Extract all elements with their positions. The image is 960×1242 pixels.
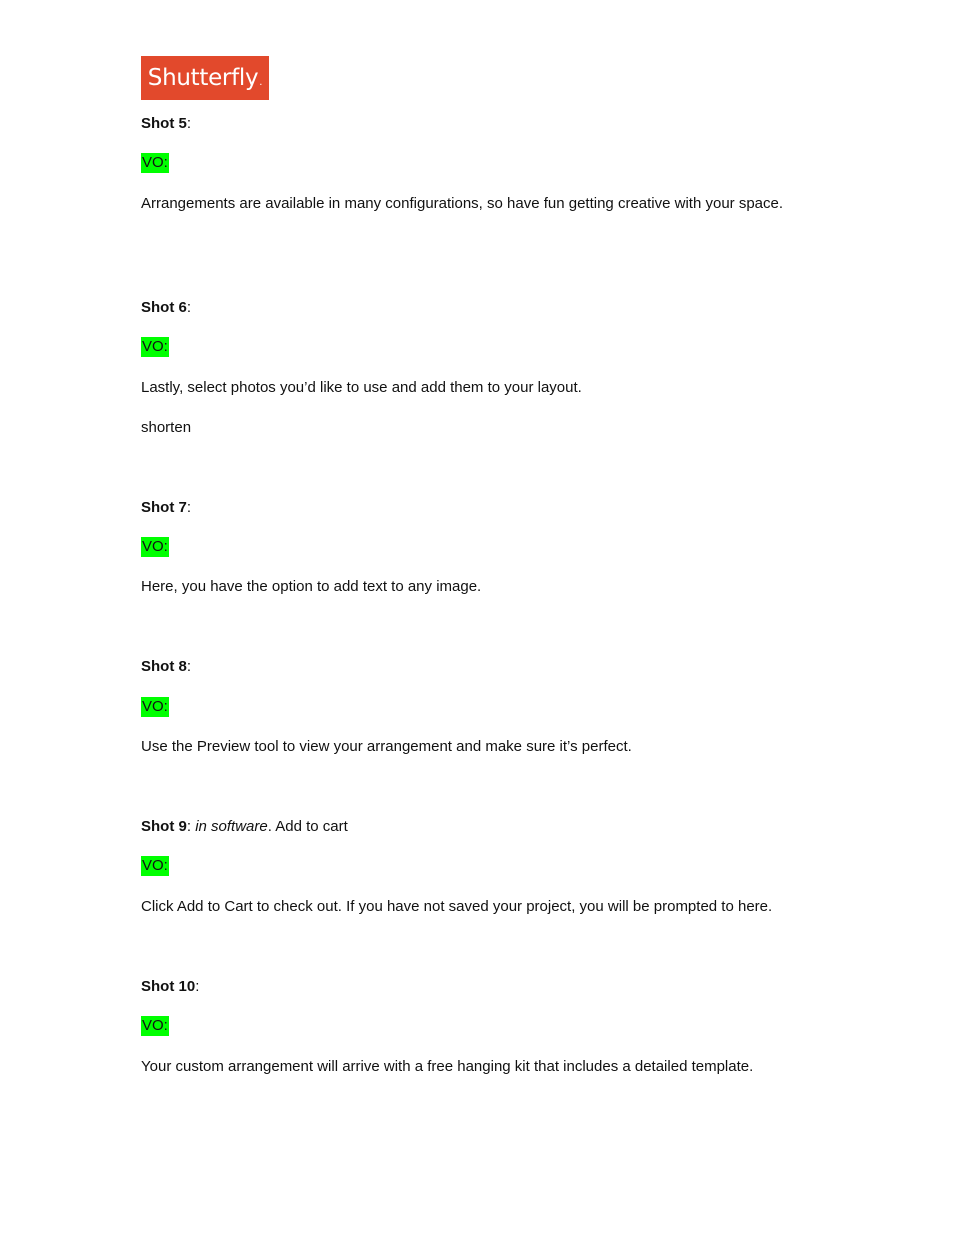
shot-7-colon: :	[186, 499, 192, 516]
logo-text: Shutterfly	[147, 65, 259, 91]
shot-7-vo-label: VO:	[142, 538, 168, 555]
shot-9-text: Click Add to Cart to check out. If you have not saved your project, you will be prompted to here.	[141, 898, 773, 915]
shot-7-label: Shot 7	[141, 499, 187, 516]
shot-7-heading	[141, 498, 191, 518]
shot-10-vo	[141, 1016, 169, 1036]
shot-8-text: Use the Preview tool to view your arrangement and make sure it’s perfect.	[141, 738, 632, 755]
shot-8-label: Shot 8	[141, 658, 187, 675]
shot-6-label: Shot 6	[141, 299, 187, 316]
shot-10-text: Your custom arrangement will arrive with a free hanging kit that includes a detailed template.	[141, 1058, 754, 1075]
shutterfly-logo	[141, 56, 269, 100]
shot-9-vo-label: VO:	[142, 857, 168, 874]
shot-10-heading	[141, 977, 199, 997]
shot-5-text: Arrangements are available in many configurations, so have fun getting creative with your space.	[141, 195, 784, 212]
shot-8-vo-label: VO:	[142, 698, 168, 715]
logo-dot: .	[259, 77, 263, 88]
shot-5-vo-label: VO:	[142, 154, 168, 171]
shot-8-colon: :	[186, 658, 192, 675]
shot-6-vo-label: VO:	[142, 338, 168, 355]
shot-6-note: shorten	[141, 419, 192, 436]
shot-9-label: Shot 9	[141, 818, 187, 835]
shot-9-vo	[141, 856, 169, 876]
shot-10-label: Shot 10	[141, 978, 196, 995]
shot-6-text: Lastly, select photos you’d like to use and add them to your layout.	[141, 379, 582, 396]
shot-7-text: Here, you have the option to add text to any image.	[141, 578, 482, 595]
shot-8-heading	[141, 657, 191, 677]
shot-6-vo	[141, 337, 169, 357]
shot-5-colon: :	[186, 115, 192, 132]
shot-6-colon: :	[186, 299, 192, 316]
shot-8-vo	[141, 697, 169, 717]
shot-7-vo	[141, 537, 169, 557]
shot-10-colon: :	[195, 978, 200, 995]
shot-5-label: Shot 5	[141, 115, 187, 132]
shot-9-colon: :	[186, 818, 196, 835]
shot-6-heading	[141, 298, 191, 318]
shot-5-heading	[141, 114, 191, 134]
shot-9-heading	[141, 817, 348, 837]
shot-5-vo	[141, 153, 169, 173]
shot-9-after-italic: . Add to cart	[267, 818, 348, 835]
shot-10-vo-label: VO:	[142, 1017, 168, 1034]
shot-9-italic: in software	[195, 818, 268, 835]
